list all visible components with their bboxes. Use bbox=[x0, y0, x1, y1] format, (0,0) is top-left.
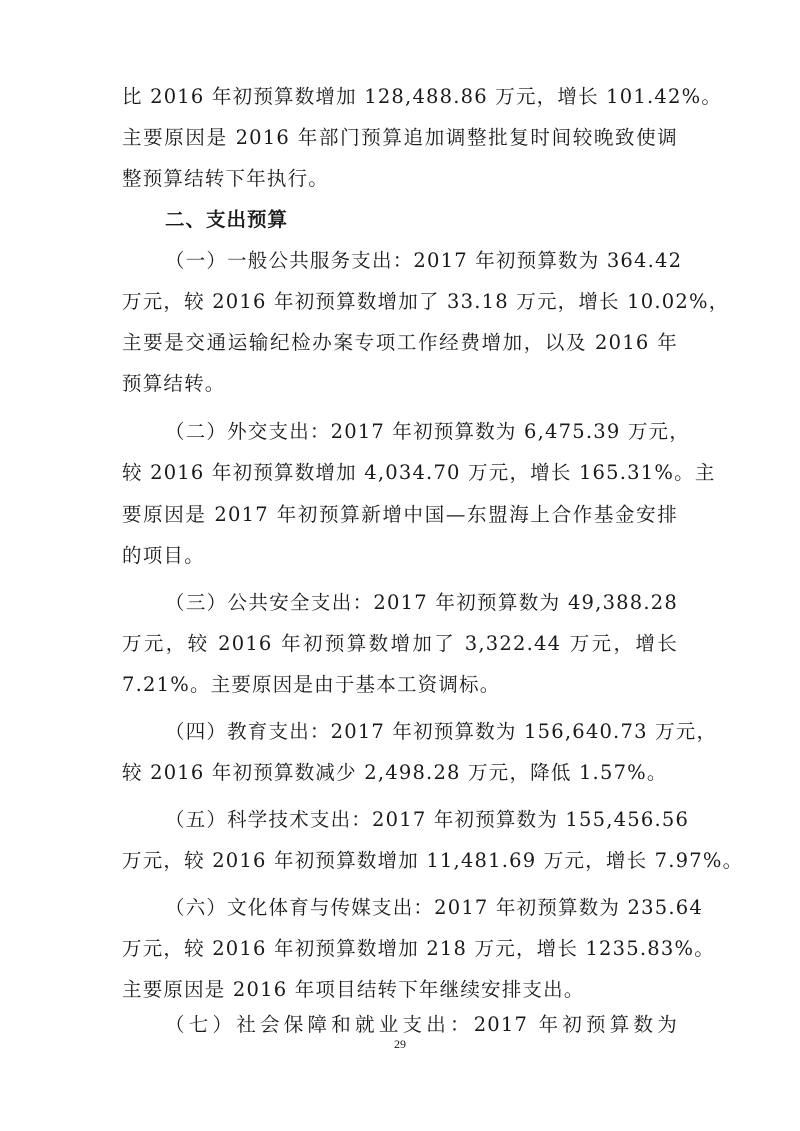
body-text-line: 要原因是 2017 年初预算新增中国—东盟海上合作基金安排 bbox=[122, 503, 678, 526]
body-text-line: 整预算结转下年执行。 bbox=[122, 167, 330, 190]
body-text-line: 7.21%。主要原因是由于基本工资调标。 bbox=[122, 673, 501, 696]
body-text-line: （四）教育支出：2017 年初预算数为 156,640.73 万元， bbox=[165, 720, 718, 743]
body-text-line: （二）外交支出：2017 年初预算数为 6,475.39 万元， bbox=[165, 420, 690, 443]
body-text-line: 主要是交通运输纪检办案专项工作经费增加，以及 2016 年 bbox=[122, 331, 678, 354]
body-text-line: （五）科学技术支出：2017 年初预算数为 155,456.56 bbox=[165, 808, 690, 831]
body-text-line: 万元，较 2016 年初预算数增加 11,481.69 万元，增长 7.97%。 bbox=[122, 849, 744, 872]
body-text-line: 万元，较 2016 年初预算数增加 218 万元，增长 1235.83%。 bbox=[122, 937, 715, 960]
body-text-line: （三）公共安全支出：2017 年初预算数为 49,388.28 bbox=[165, 591, 678, 614]
page-number: 29 bbox=[394, 1037, 406, 1051]
body-text-line: （七）社会保障和就业支出：2017 年初预算数为 bbox=[165, 1013, 678, 1036]
body-text-line: 较 2016 年初预算数增加 4,034.70 万元，增长 165.31%。主 bbox=[122, 461, 716, 484]
body-text-line: 万元，较 2016 年初预算数增加了 3,322.44 万元，增长 bbox=[122, 632, 678, 655]
body-text-line: （一）一般公共服务支出：2017 年初预算数为 364.42 bbox=[165, 249, 683, 272]
body-text-line: 的项目。 bbox=[122, 544, 205, 567]
body-text-line: 主要原因是 2016 年项目结转下年继续安排支出。 bbox=[122, 978, 585, 1001]
body-text-line: （六）文化体育与传媒支出：2017 年初预算数为 235.64 bbox=[165, 896, 703, 919]
section-heading: 二、支出预算 bbox=[165, 208, 289, 231]
body-text-line: 比 2016 年初预算数增加 128,488.86 万元，增长 101.42%。 bbox=[122, 85, 723, 108]
body-text-line: 万元，较 2016 年初预算数增加了 33.18 万元，增长 10.02%， bbox=[122, 290, 730, 313]
body-text-line: 预算结转。 bbox=[122, 372, 226, 395]
body-text-line: 较 2016 年初预算数减少 2,498.28 万元，降低 1.57%。 bbox=[122, 761, 668, 784]
body-text-line: 主要原因是 2016 年部门预算追加调整批复时间较晚致使调 bbox=[122, 126, 678, 149]
